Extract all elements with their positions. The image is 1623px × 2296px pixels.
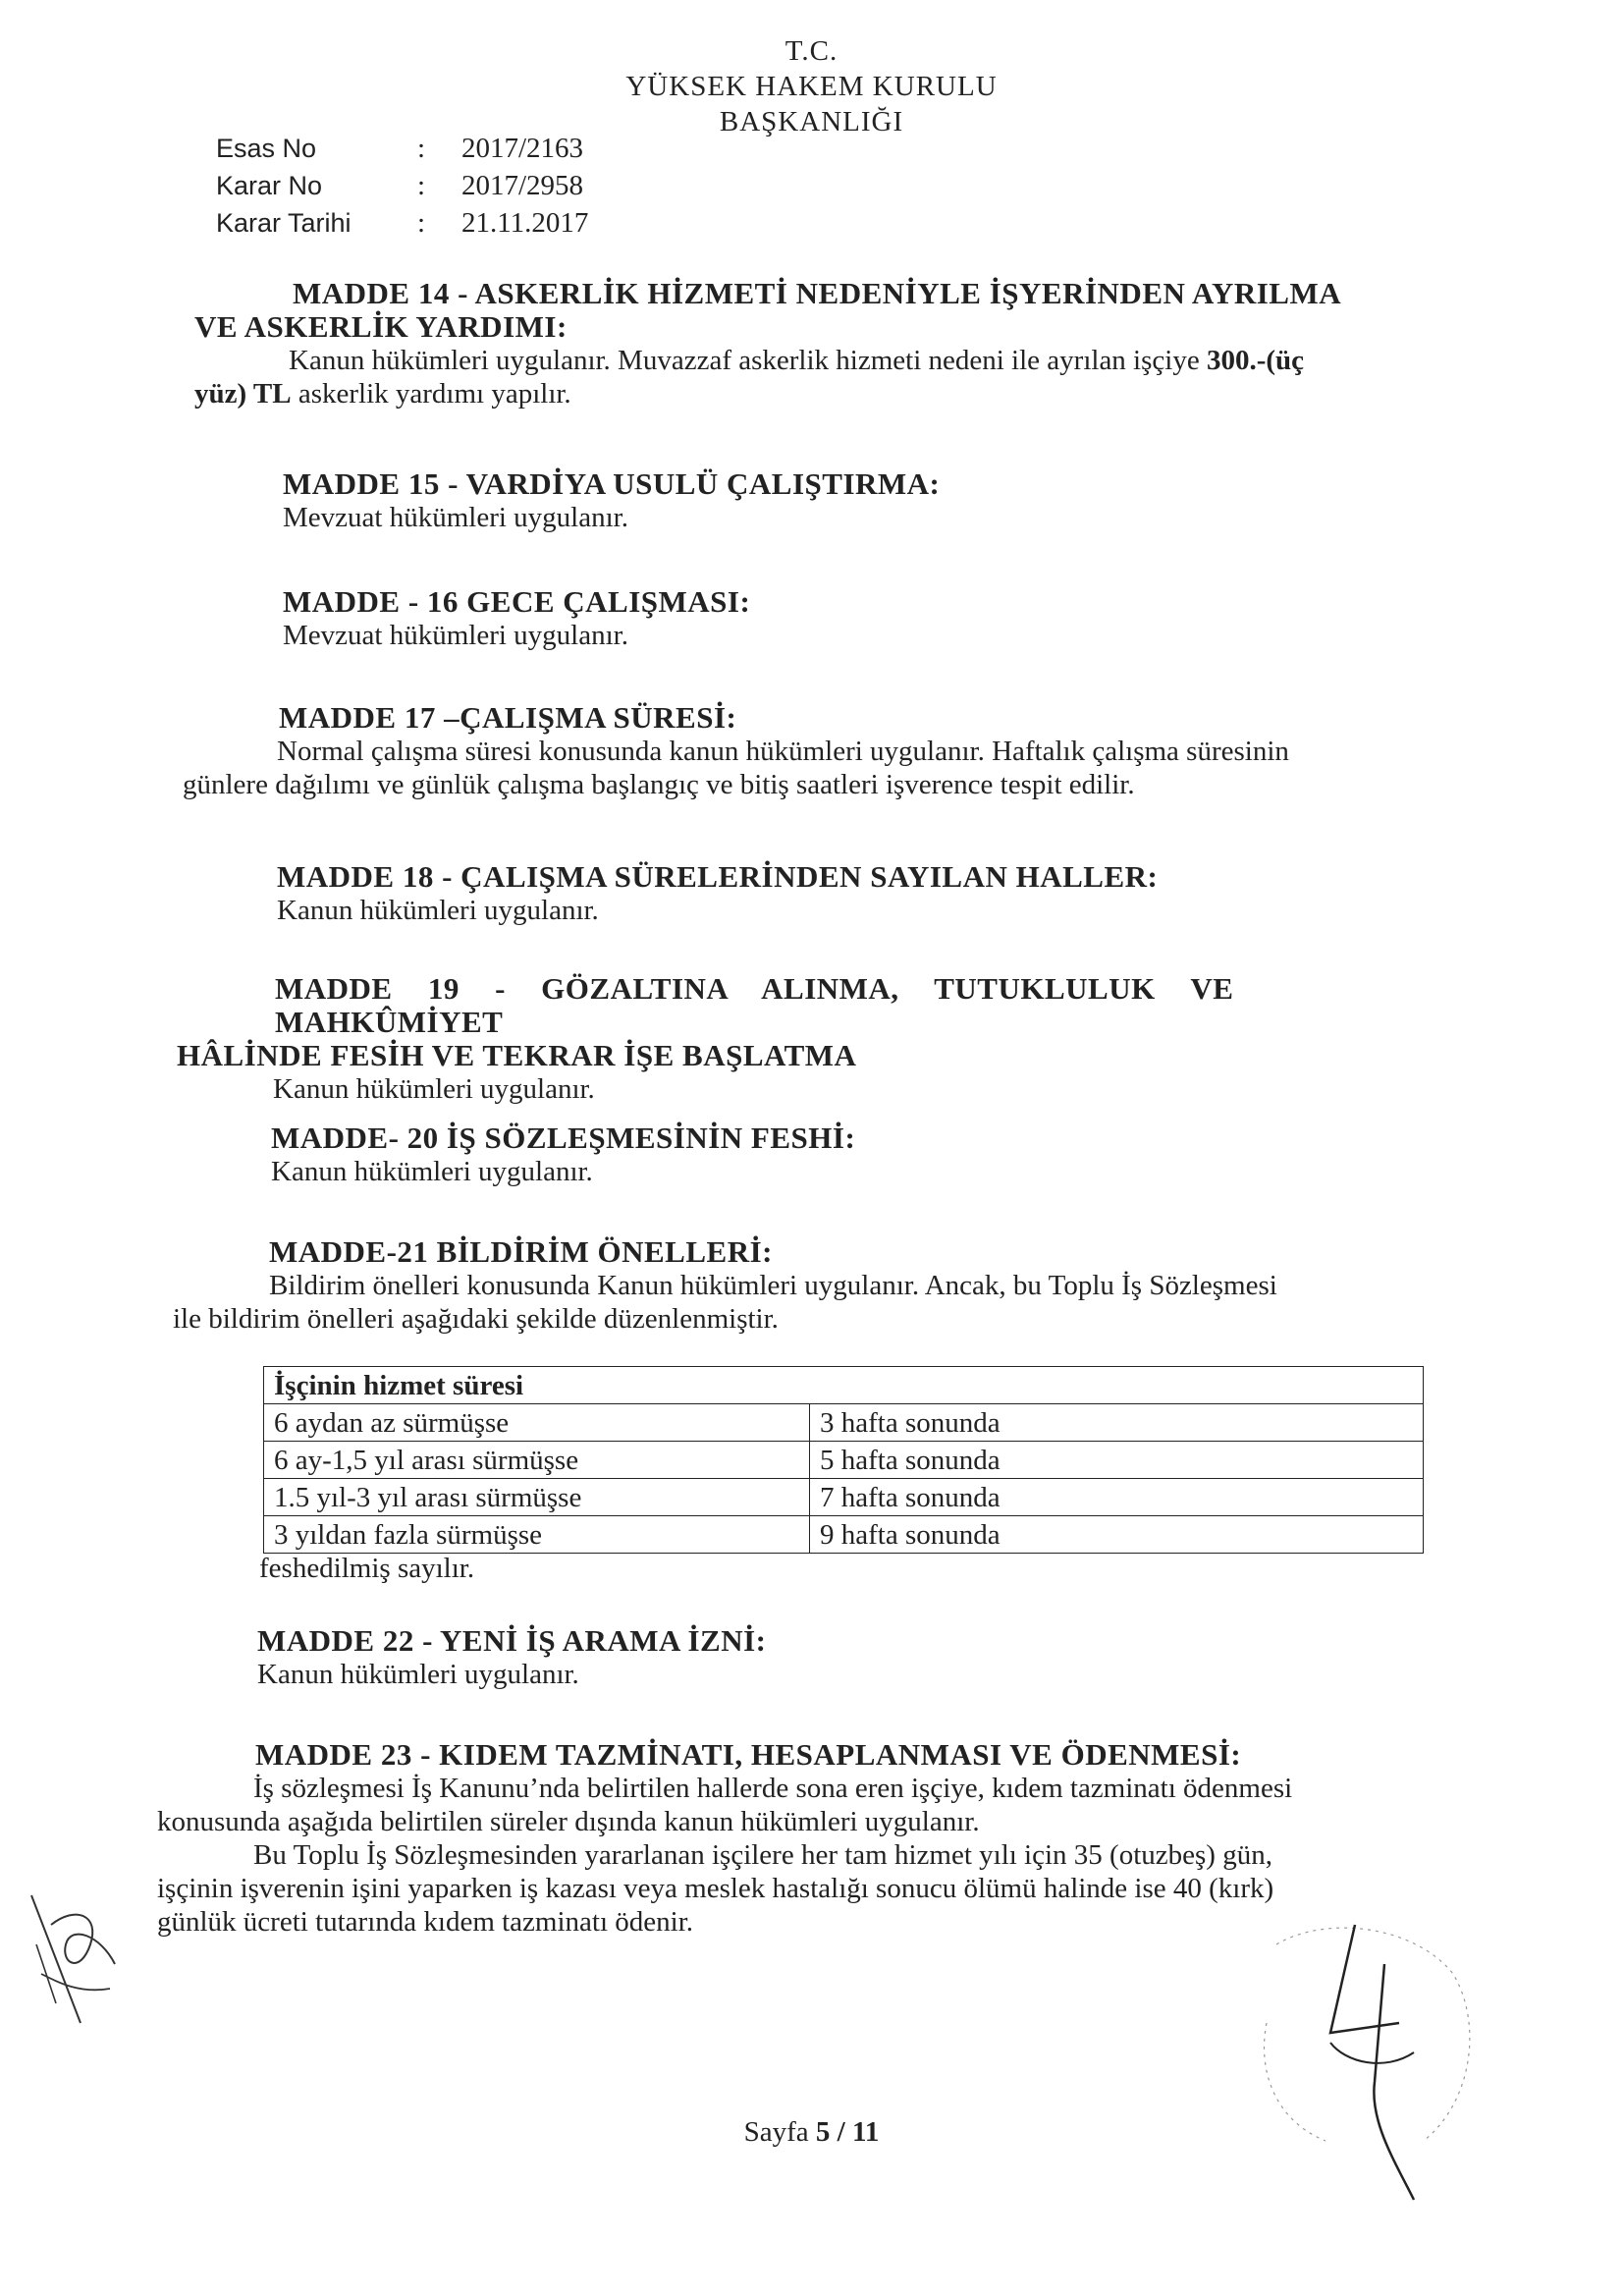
article-text: günlük ücreti tutarında kıdem tazminatı ödenir. [157,1906,694,1938]
table-row [264,1442,1424,1479]
table-cell-period: 3 yıldan fazla sürmüşse [264,1516,810,1554]
article-text: Mevzuat hükümleri uygulanır. [283,502,628,533]
article-text: Bildirim önelleri konusunda Kanun hükümleri uygulanır. Ancak, bu Toplu İş Sözleşmesi [269,1270,1277,1301]
article-text: Bu Toplu İş Sözleşmesinden yararlanan işçilere her tam hizmet yılı için 35 (otuzbeş) gün, [253,1839,1272,1871]
article-text: Normal çalışma süresi konusunda kanun hükümleri uygulanır. Haftalık çalışma süresinin [277,736,1289,767]
article-title: MADDE 17 –ÇALIŞMA SÜRESİ: [279,700,737,735]
text-segment: askerlik yardımı yapılır. [298,378,571,410]
article-title: VE ASKERLİK YARDIMI: [194,309,568,344]
article-title: MADDE 22 - YENİ İŞ ARAMA İZNİ: [257,1623,767,1658]
article-text: günlere dağılımı ve günlük çalışma başlangıç ve bitiş saatleri işverence tespit edilir. [183,769,1135,800]
footer-label: Sayfa [743,2116,809,2148]
signature-stamp [1237,1905,1492,2239]
table-cell-notice: 7 hafta sonunda [810,1479,1424,1516]
meta-label: Esas No [216,134,317,163]
meta-row-karar [216,167,588,204]
article-title: MADDE- 20 İŞ SÖZLEŞMESİNİN FESHİ: [271,1121,856,1155]
article-title: MADDE 15 - VARDİYA USULÜ ÇALIŞTIRMA: [283,466,941,501]
table-cell-period: 6 ay-1,5 yıl arası sürmüşse [264,1442,810,1479]
notice-period-table [263,1366,1424,1554]
meta-value: 2017/2958 [461,170,584,201]
meta-row-tarih [216,204,588,242]
table-row [264,1479,1424,1516]
page-number: 5 / 11 [815,2116,880,2148]
article-22 [257,1624,1485,1691]
table-cell-notice: 3 hafta sonunda [810,1404,1424,1442]
article-text: Mevzuat hükümleri uygulanır. [283,620,628,651]
article-text: konusunda aşağıda belirtilen süreler dışında kanun hükümleri uygulanır. [157,1806,980,1837]
meta-label: Karar No [216,171,323,200]
article-text [194,377,1510,410]
meta-colon: : [417,133,426,164]
article-title: HÂLİNDE FESİH VE TEKRAR İŞE BAŞLATMA [177,1038,857,1072]
meta-colon: : [417,170,426,201]
article-title: MADDE 23 - KIDEM TAZMİNATI, HESAPLANMASI VE ÖDENMESİ: [255,1737,1242,1772]
article-14 [194,277,1510,410]
page-footer [0,2116,1623,2149]
article-21 [173,1235,1488,1336]
article-text: Kanun hükümleri uygulanır. [271,1156,593,1187]
header-office: BAŞKANLIĞI [719,106,904,137]
table-cell-period: 6 aydan az sürmüşse [264,1404,810,1442]
article-title: MADDE-21 BİLDİRİM ÖNELLERİ: [269,1234,773,1269]
article-18 [277,860,1504,927]
article-16 [283,585,1500,652]
meta-label: Karar Tarihi [216,208,352,238]
table-cell-period: 1.5 yıl-3 yıl arası sürmüşse [264,1479,810,1516]
table-after-text: feshedilmiş sayılır. [259,1553,475,1584]
text-segment: yüz) TL [194,378,292,410]
article-text: ile bildirim önelleri aşağıdaki şekilde düzenlenmiştir. [173,1303,779,1335]
article-text [194,344,1510,377]
meta-row-esas [216,130,588,167]
header-tc: T.C. [784,35,839,67]
article-text: işçinin işverenin işini yaparken iş kazası veya meslek hastalığı sonucu ölümü halinde ise 40 (kırk) [157,1873,1274,1904]
table-header-row [264,1367,1424,1404]
article-title: MADDE - 16 GECE ÇALIŞMASI: [283,584,751,619]
table-cell-notice: 5 hafta sonunda [810,1442,1424,1479]
text-segment: 300.-(üç [1206,345,1305,376]
article-17 [183,701,1498,801]
article-text: Kanun hükümleri uygulanır. [273,1073,595,1105]
case-meta [216,130,588,242]
article-text: İş sözleşmesi İş Kanunu’nda belirtilen hallerde sona eren işçiye, kıdem tazminatı ödenmesi [253,1773,1293,1804]
article-19 [177,972,1492,1106]
table-row [264,1404,1424,1442]
table-cell-notice: 9 hafta sonunda [810,1516,1424,1554]
article-15 [283,467,1500,534]
article-text: Kanun hükümleri uygulanır. [277,895,599,926]
meta-value: 21.11.2017 [461,207,589,239]
article-title: MADDE 14 - ASKERLİK HİZMETİ NEDENİYLE İŞYERİNDEN AYRILMA [293,276,1342,310]
meta-colon: : [417,207,426,239]
handwritten-initials-left [22,1886,130,2033]
article-text: Kanun hükümleri uygulanır. [257,1659,579,1690]
article-title: MADDE 18 - ÇALIŞMA SÜRELERİNDEN SAYILAN HALLER: [277,859,1159,894]
article-20 [271,1121,1498,1188]
header-institution: YÜKSEK HAKEM KURULU [625,71,998,102]
article-title: MADDE 19 - GÖZALTINA ALINMA, TUTUKLULUK VE MAHKÛMİYET [275,971,1234,1039]
meta-value: 2017/2163 [461,133,584,164]
table-header: İşçinin hizmet süresi [264,1367,1424,1404]
text-segment: Kanun hükümleri uygulanır. Muvazzaf askerlik hizmeti nedeni ile ayrılan işçiye [289,345,1200,376]
table-row [264,1516,1424,1554]
